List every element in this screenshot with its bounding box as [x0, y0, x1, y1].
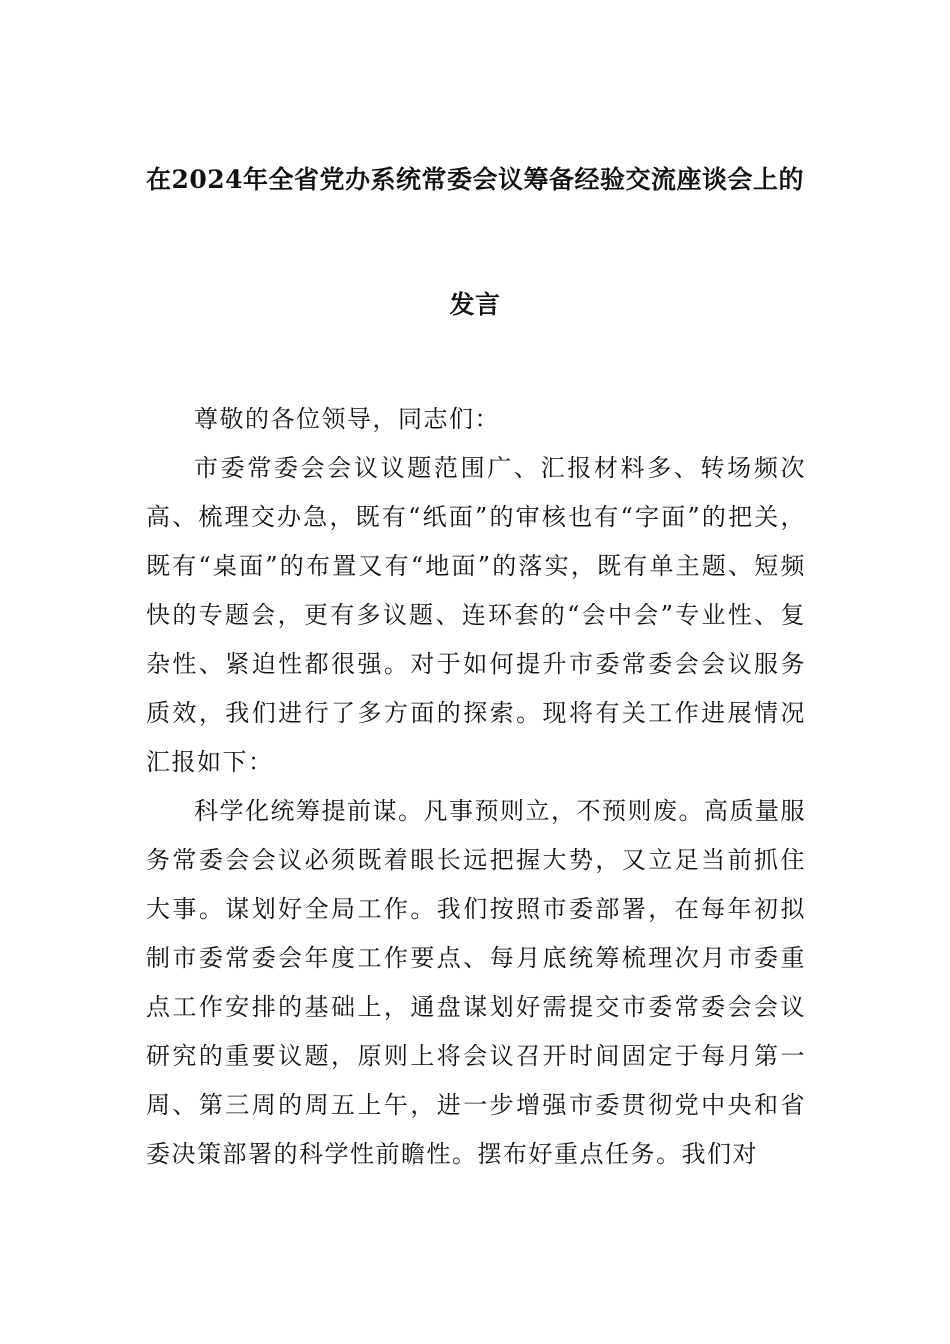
intro-paragraph: 市委常委会会议议题范围广、汇报材料多、转场频次高、梳理交办急，既有“纸面”的审核也有“字面”的把关，既有“桌面”的布置又有“地面”的落实，既有单主题、短频快的专题会，更有多议题、连环套的“会中会”专业性、复杂性、紧迫性都很强。对于如何提升市委常委会会议服务质效，我们进行了多方面的探索。现将有关工作进展情况汇报如下：: [146, 454, 806, 776]
salutation-paragraph: 尊敬的各位领导，同志们：: [194, 405, 500, 433]
document-body: [146, 395, 806, 1179]
document-title-line-1: 在2024年全省党办系统常委会议筹备经验交流座谈会上的: [145, 165, 805, 194]
body-paragraph: 科学化统筹提前谋。凡事预则立，不预则废。高质量服务常委会会议必须既着眼长远把握大势，又立足当前抓住大事。谋划好全局工作。我们按照市委部署，在每年初拟制市委常委会年度工作要点、每月底统筹梳理次月市委重点工作安排的基础上，通盘谋划好需提交市委常委会会议研究的重要议题，原则上将会议召开时间固定于每月第一周、第三周的周五上午，进一步增强市委贯彻党中央和省委决策部署的科学性前瞻性。摆布好重点任务。我们对: [146, 797, 806, 1168]
document-title-line-2: 发言: [449, 290, 501, 319]
